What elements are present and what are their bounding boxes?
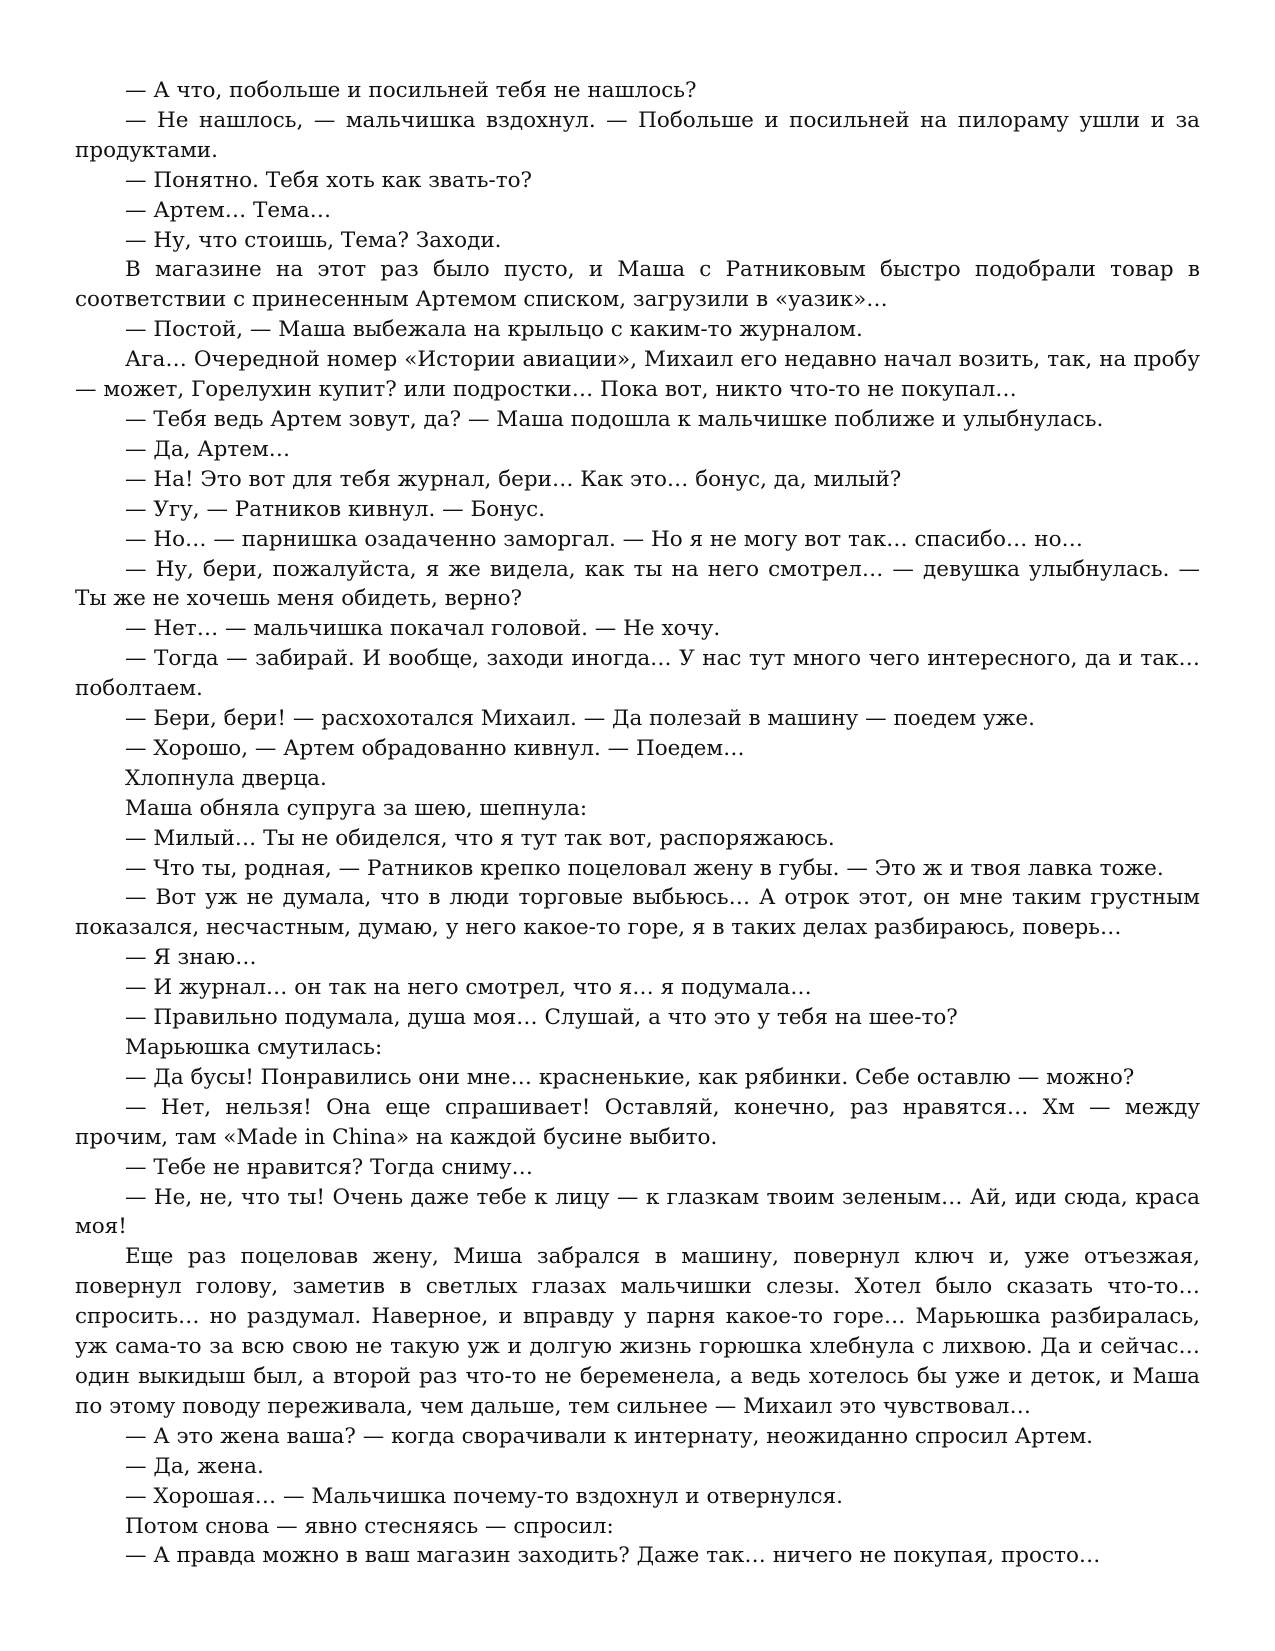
paragraph: — Но… — парнишка озадаченно заморгал. — Но я не могу вот так… спасибо… но…	[125, 526, 1084, 552]
paragraph: — Не, не, что ты! Очень даже тебе к лицу — к глазкам твоим зеленым… Ай, иди сюда, краса моя!	[75, 1184, 1200, 1240]
paragraph: — Тебя ведь Артем зовут, да? — Маша подошла к мальчишке поближе и улыбнулась.	[125, 406, 1104, 432]
paragraph: — Бери, бери! — расхохотался Михаил. — Да полезай в машину — поедем уже.	[125, 706, 1035, 732]
paragraph: — Хорошо, — Артем обрадованно кивнул. — Поедем…	[125, 735, 745, 761]
paragraph: — Вот уж не думала, что в люди торговые выбьюсь… А отрок этот, он мне таким грустным показался, несчастным, думаю, у него какое-то горе, я в таких делах разбираюсь, поверь…	[75, 885, 1200, 941]
paragraph: — Да, жена.	[125, 1453, 264, 1479]
paragraph: — Хорошая… — Мальчишка почему-то вздохнул и отвернулся.	[125, 1483, 843, 1509]
paragraph: Еще раз поцеловав жену, Миша забрался в машину, повернул ключ и, уже отъезжая, повернул голову, заметив в светлых глазах мальчишки слезы. Хотел было сказать что-то… спросить… но раздумал. Наверное, и вправду у парня какое-то горе… Марьюшка разбиралась, уж сама-то за всю свою не такую уж и долгую жизнь горюшка хлебнула с лихвою. Да и сейчас… один выкидыш был, а второй раз что-то не беременела, а ведь хотелось бы уже и деток, и Маша по этому поводу переживала, чем дальше, тем сильнее — Михаил это чувствовал…	[75, 1244, 1200, 1419]
paragraph: — Да, Артем…	[125, 436, 291, 462]
paragraph: — И журнал… он так на него смотрел, что я… я подумала…	[125, 975, 812, 1001]
paragraph: — Не нашлось, — мальчишка вздохнул. — Побольше и посильней на пилораму ушли и за продуктами.	[75, 107, 1200, 163]
paragraph: — А что, побольше и посильней тебя не нашлось?	[125, 78, 697, 103]
paragraph: — Нет, нельзя! Она еще спрашивает! Оставляй, конечно, раз нравятся… Хм — между прочим, там «Made in China» на каждой бусине выбито.	[75, 1094, 1200, 1150]
paragraph: — Что ты, родная, — Ратников крепко поцеловал жену в губы. — Это ж и твоя лавка тоже.	[125, 855, 1164, 881]
paragraph: — На! Это вот для тебя журнал, бери… Как это… бонус, да, милый?	[125, 466, 902, 492]
paragraph: Хлопнула дверца.	[125, 765, 327, 791]
paragraph: — Тебе не нравится? Тогда сниму…	[125, 1154, 534, 1180]
paragraph: — Ну, что стоишь, Тема? Заходи.	[125, 227, 502, 253]
paragraph: — Понятно. Тебя хоть как звать-то?	[125, 167, 533, 193]
paragraph: Ага… Очередной номер «Истории авиации», Михаил его недавно начал возить, так, на пробу — может, Горелухин купит? или подростки… Пока вот, никто что-то не покупал…	[75, 347, 1200, 403]
paragraph: — Да бусы! Понравились они мне… красненькие, как рябинки. Себе оставлю — можно?	[125, 1064, 1135, 1090]
paragraph: — Нет… — мальчишка покачал головой. — Не хочу.	[125, 616, 721, 642]
paragraph: — Я знаю…	[125, 945, 257, 971]
paragraph: — Тогда — забирай. И вообще, заходи иногда… У нас тут много чего интересного, да и так… поболтаем.	[75, 646, 1200, 702]
paragraph: — Постой, — Маша выбежала на крыльцо с каким-то журналом.	[125, 317, 863, 343]
paragraph: — Ну, бери, пожалуйста, я же видела, как ты на него смотрел… — девушка улыбнулась. — Ты же не хочешь меня обидеть, верно?	[75, 556, 1200, 612]
paragraph: — Правильно подумала, душа моя… Слушай, а что это у тебя на шее-то?	[125, 1005, 958, 1031]
paragraph: Потом снова — явно стесняясь — спросил:	[125, 1513, 614, 1539]
paragraph: — Милый… Ты не обиделся, что я тут так вот, распоряжаюсь.	[125, 825, 835, 851]
paragraph: Марьюшка смутилась:	[125, 1035, 383, 1060]
paragraph: — Артем… Тема…	[125, 197, 332, 223]
paragraph: — Угу, — Ратников кивнул. — Бонус.	[125, 496, 546, 522]
paragraph: В магазине на этот раз было пусто, и Маша с Ратниковым быстро подобрали товар в соответствии с принесенным Артемом списком, загрузили в «уазик»…	[75, 257, 1200, 313]
paragraph: — А это жена ваша? — когда сворачивали к интернату, неожиданно спросил Артем.	[125, 1423, 1094, 1449]
paragraph: Маша обняла супруга за шею, шепнула:	[125, 795, 588, 821]
paragraph: — А правда можно в ваш магазин заходить? Даже так… ничего не покупая, просто…	[125, 1543, 1101, 1569]
